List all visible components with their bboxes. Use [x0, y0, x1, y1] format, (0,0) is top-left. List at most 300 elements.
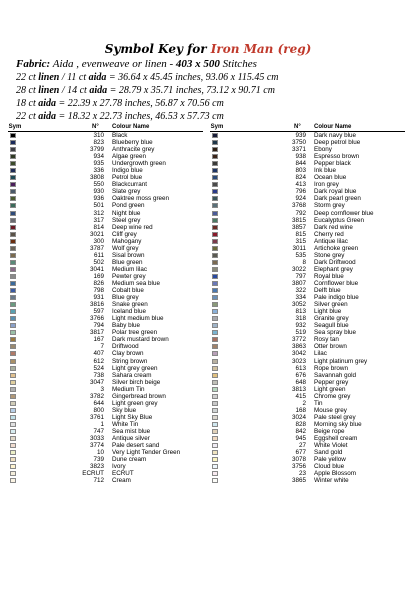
key-row [8, 386, 203, 393]
colour-name: Polar tree green [112, 329, 158, 337]
thread-number: 3857 [291, 223, 306, 231]
symbol-swatch [212, 239, 218, 244]
thread-number: 336 [93, 167, 104, 175]
symbol-swatch [10, 147, 16, 152]
key-row [8, 231, 203, 238]
thread-number: 3011 [292, 244, 306, 252]
key-row [210, 372, 405, 379]
colour-name: String brown [112, 357, 148, 365]
thread-number: 824 [295, 174, 306, 182]
thread-number: 8 [302, 258, 306, 266]
thread-number: 3772 [291, 336, 306, 344]
thread-number: 3033 [89, 435, 104, 443]
thread-number: 3041 [89, 265, 104, 273]
colour-name: Oaktree moss green [112, 195, 170, 203]
size-count: 22 ct [16, 72, 39, 83]
key-row [8, 343, 203, 350]
symbol-swatch [212, 366, 218, 371]
thread-number: 712 [93, 477, 104, 485]
key-row [8, 252, 203, 259]
colour-name: Dune cream [112, 456, 147, 464]
colour-name: Lilac [314, 350, 327, 358]
symbol-swatch [10, 464, 16, 469]
colour-name: Tin [314, 399, 323, 407]
colour-name: Light platinum grey [314, 357, 368, 365]
symbol-swatch [212, 344, 218, 349]
key-row [210, 210, 405, 217]
symbol-swatch [212, 133, 218, 138]
fabric-line [16, 58, 257, 70]
key-row [210, 456, 405, 463]
symbol-swatch [10, 387, 16, 392]
symbol-swatch [212, 203, 218, 208]
symbol-swatch [212, 422, 218, 427]
symbol-swatch [212, 246, 218, 251]
symbol-swatch [212, 253, 218, 258]
thread-number: 3761 [89, 413, 104, 421]
symbol-swatch [212, 408, 218, 413]
key-row [8, 266, 203, 273]
colour-name: Savannah gold [314, 371, 357, 379]
colour-name: Snake green [112, 301, 148, 309]
key-row [210, 463, 405, 470]
key-row [210, 217, 405, 224]
thread-number: 3 [100, 385, 104, 393]
header-number: N° [92, 124, 99, 130]
key-row [8, 245, 203, 252]
symbol-swatch [212, 464, 218, 469]
symbol-swatch [212, 309, 218, 314]
key-row [8, 463, 203, 470]
colour-name: Medium Tin [112, 385, 145, 393]
key-row [8, 146, 203, 153]
colour-name: Granite grey [314, 315, 349, 323]
thread-number: 3023 [291, 357, 306, 365]
colour-name: Dark navy blue [314, 132, 356, 139]
symbol-swatch [212, 351, 218, 356]
symbol-swatch [10, 366, 16, 371]
thread-number: 415 [295, 392, 306, 400]
thread-number: 10 [96, 449, 104, 457]
colour-name: Elephant grey [314, 265, 353, 273]
thread-number: 939 [295, 132, 306, 139]
thread-number: 3787 [89, 244, 104, 252]
header-colour-name: Colour Name [112, 124, 150, 130]
key-row [8, 350, 203, 357]
symbol-swatch [10, 302, 16, 307]
colour-name: Medium lilac [112, 265, 147, 273]
key-row [210, 132, 405, 139]
thread-number: 3863 [291, 343, 306, 351]
size-dimensions: = 22.39 x 27.78 inches, 56.87 x 70.56 cm [56, 98, 224, 109]
thread-number: 3823 [89, 463, 104, 471]
thread-number: 823 [93, 139, 104, 147]
key-row [210, 294, 405, 301]
key-row [210, 365, 405, 372]
key-row [210, 470, 405, 477]
symbol-swatch [212, 281, 218, 286]
title-prefix: Symbol Key for [104, 42, 211, 56]
thread-number: 826 [93, 279, 104, 287]
symbol-swatch [212, 260, 218, 265]
thread-number: 938 [295, 153, 306, 161]
thread-number: 550 [93, 181, 104, 189]
symbol-swatch [10, 309, 16, 314]
size-fabric: aida [38, 111, 56, 122]
symbol-swatch [212, 189, 218, 194]
colour-name: Pond green [112, 202, 145, 210]
colour-name: Blue green [112, 258, 143, 266]
colour-name: Pewter grey [112, 272, 146, 280]
key-row [210, 322, 405, 329]
colour-name: Delft blue [314, 287, 341, 295]
key-row [8, 393, 203, 400]
thread-number: 407 [93, 350, 104, 358]
colour-name: Silver green [314, 301, 348, 309]
thread-number: 3021 [89, 230, 104, 238]
symbol-swatch [212, 387, 218, 392]
symbol-swatch [10, 344, 16, 349]
colour-name: Ink blue [314, 167, 337, 175]
thread-number: 3816 [89, 301, 104, 309]
symbol-swatch [10, 196, 16, 201]
colour-name: Light Sky Blue [112, 413, 153, 421]
thread-number: 842 [295, 427, 306, 435]
key-row [8, 322, 203, 329]
symbol-swatch [10, 394, 16, 399]
colour-name: Baby blue [112, 322, 141, 330]
colour-name: Sea mist blue [112, 427, 151, 435]
colour-name: Beige rope [314, 427, 345, 435]
colour-name: Pepper grey [314, 378, 349, 386]
symbol-swatch [10, 429, 16, 434]
symbol-swatch [10, 260, 16, 265]
thread-number: 924 [295, 195, 306, 203]
symbol-swatch [10, 457, 16, 462]
colour-name: Rope brown [314, 364, 348, 372]
key-row [8, 414, 203, 421]
thread-number: 597 [93, 308, 104, 316]
symbol-swatch [10, 140, 16, 145]
symbol-swatch [212, 394, 218, 399]
thread-number: 169 [93, 272, 104, 280]
symbol-swatch [10, 330, 16, 335]
key-row [210, 301, 405, 308]
thread-number: 315 [295, 237, 306, 245]
symbol-swatch [10, 218, 16, 223]
key-row [210, 386, 405, 393]
colour-name: Royal blue [314, 272, 344, 280]
key-row [210, 174, 405, 181]
symbol-swatch [212, 429, 218, 434]
thread-number: 792 [295, 209, 306, 217]
key-row [8, 238, 203, 245]
thread-number: 611 [93, 251, 104, 259]
symbol-swatch [212, 196, 218, 201]
key-row [8, 195, 203, 202]
colour-name: Sisal brown [112, 251, 145, 259]
symbol-swatch [212, 161, 218, 166]
thread-number: 934 [93, 153, 104, 161]
thread-number: 613 [295, 364, 306, 372]
thread-number: 813 [295, 308, 306, 316]
size-dimensions: = 18.32 x 22.73 inches, 46.53 x 57.73 cm [56, 111, 224, 122]
thread-number: 3807 [291, 279, 306, 287]
symbol-swatch [10, 281, 16, 286]
key-row [8, 336, 203, 343]
colour-name: Mahogany [112, 237, 142, 245]
key-row [210, 414, 405, 421]
key-row [8, 224, 203, 231]
key-row [8, 294, 203, 301]
colour-name: Indigo blue [112, 167, 143, 175]
symbol-swatch [10, 316, 16, 321]
key-row [8, 400, 203, 407]
colour-name: Slate grey [112, 188, 141, 196]
size-line-2 [16, 85, 275, 97]
colour-name: Night blue [112, 209, 141, 217]
symbol-swatch [212, 140, 218, 145]
header-colour-name: Colour Name [314, 124, 352, 130]
size-fabric-2: aida [88, 72, 107, 83]
symbol-swatch [212, 274, 218, 279]
thread-number: 1 [100, 420, 104, 428]
key-row [8, 365, 203, 372]
key-row [8, 132, 203, 139]
thread-number: 3024 [291, 413, 306, 421]
symbol-swatch [212, 218, 218, 223]
key-row [210, 379, 405, 386]
key-row [8, 428, 203, 435]
key-row [8, 280, 203, 287]
key-row [8, 407, 203, 414]
symbol-swatch [10, 373, 16, 378]
symbol-swatch [212, 373, 218, 378]
key-row [210, 358, 405, 365]
key-row [210, 188, 405, 195]
colour-name: Light green grey [112, 399, 158, 407]
symbol-swatch [212, 267, 218, 272]
thread-number: 844 [295, 160, 306, 168]
symbol-swatch [212, 225, 218, 230]
size-count: 28 ct [16, 85, 39, 96]
thread-number: 318 [295, 315, 306, 323]
key-row [8, 315, 203, 322]
symbol-swatch [10, 443, 16, 448]
colour-name: Anthracite grey [112, 146, 155, 154]
thread-number: 3756 [291, 463, 306, 471]
colour-name: Deep cornflower blue [314, 209, 374, 217]
key-row [8, 358, 203, 365]
size-line-3 [16, 98, 224, 110]
colour-name: Deep wine red [112, 223, 153, 231]
colour-name: Dark royal blue [314, 188, 357, 196]
key-row [8, 329, 203, 336]
thread-number: 828 [295, 420, 306, 428]
key-row [210, 153, 405, 160]
symbol-swatch [212, 147, 218, 152]
thread-number: 3808 [89, 174, 104, 182]
symbol-swatch [212, 478, 218, 483]
fabric-label: Fabric: [16, 58, 51, 70]
colour-name: Sea spray blue [314, 329, 357, 337]
thread-number: 501 [93, 202, 104, 210]
symbol-swatch [10, 401, 16, 406]
thread-number: 3813 [291, 385, 306, 393]
symbol-swatch [10, 415, 16, 420]
thread-number: 798 [93, 287, 104, 295]
symbol-swatch [10, 133, 16, 138]
thread-number: 300 [93, 237, 104, 245]
symbol-swatch [10, 295, 16, 300]
thread-number: 3047 [89, 378, 104, 386]
symbol-swatch [212, 288, 218, 293]
colour-name: Dark mustard brown [112, 336, 169, 344]
symbol-swatch [212, 436, 218, 441]
colour-name: Storm grey [314, 202, 345, 210]
symbol-swatch [212, 330, 218, 335]
size-fabric: aida [38, 98, 56, 109]
symbol-swatch [212, 443, 218, 448]
thread-number: 317 [93, 216, 104, 224]
colour-name: Cloud blue [314, 463, 345, 471]
thread-number: 803 [295, 167, 306, 175]
symbol-swatch [10, 154, 16, 159]
symbol-swatch [10, 182, 16, 187]
colour-name: Eucalyptus Green [314, 216, 365, 224]
colour-name: Dark red wine [314, 223, 353, 231]
key-row [8, 217, 203, 224]
key-row [8, 139, 203, 146]
symbol-swatch [10, 246, 16, 251]
symbol-swatch [10, 380, 16, 385]
header-number: N° [294, 124, 301, 130]
symbol-swatch [10, 323, 16, 328]
colour-name: White Violet [314, 442, 348, 450]
symbol-swatch [10, 232, 16, 237]
thread-number: 3799 [89, 146, 104, 154]
size-dimensions: = 28.79 x 35.71 inches, 73.12 x 90.71 cm [107, 85, 275, 96]
colour-name: Antique silver [112, 435, 150, 443]
colour-name: Light blue [314, 308, 342, 316]
thread-number: 27 [298, 442, 306, 450]
key-row [210, 224, 405, 231]
key-row [8, 202, 203, 209]
symbol-swatch [10, 239, 16, 244]
symbol-swatch [212, 471, 218, 476]
key-row [210, 343, 405, 350]
colour-name: Morning sky blue [314, 420, 362, 428]
key-row [8, 174, 203, 181]
colour-name: Clay brown [112, 350, 144, 358]
thread-number: 519 [295, 329, 306, 337]
colour-name: Blackcurrant [112, 181, 147, 189]
thread-number: 739 [93, 456, 104, 464]
thread-number: 2 [302, 399, 306, 407]
colour-name: Seagull blue [314, 322, 349, 330]
colour-name: Ebony [314, 146, 332, 154]
thread-number: 3042 [291, 350, 306, 358]
key-row [210, 231, 405, 238]
key-rows-right [210, 132, 405, 484]
thread-number: 935 [93, 160, 104, 168]
key-row [210, 238, 405, 245]
key-row [210, 259, 405, 266]
thread-number: 168 [295, 406, 306, 414]
colour-name: Light grey green [112, 364, 158, 372]
thread-number: 3782 [89, 392, 104, 400]
symbol-swatch [212, 337, 218, 342]
thread-number: 931 [93, 294, 104, 302]
key-row [210, 245, 405, 252]
colour-name: Cream [112, 477, 131, 485]
size-fabric: linen [38, 72, 60, 83]
colour-name: Petrol blue [112, 174, 143, 182]
thread-number: 7 [100, 343, 104, 351]
thread-number: 3766 [89, 315, 104, 323]
symbol-swatch [10, 168, 16, 173]
symbol-swatch [212, 323, 218, 328]
key-row [210, 308, 405, 315]
colour-name: Ocean blue [314, 174, 347, 182]
size-count: 18 ct [16, 98, 39, 109]
symbol-swatch [10, 253, 16, 258]
header-sym: Sym [210, 124, 224, 130]
colour-name: Sand gold [314, 449, 343, 457]
thread-number: 3022 [291, 265, 306, 273]
key-row [210, 477, 405, 484]
colour-name: Iceland blue [112, 308, 146, 316]
key-row [8, 477, 203, 484]
thread-number: 3774 [89, 442, 104, 450]
colour-name: Light medium blue [112, 315, 164, 323]
key-row [210, 160, 405, 167]
key-rows-left [8, 132, 203, 484]
symbol-swatch [212, 182, 218, 187]
key-row [8, 456, 203, 463]
colour-name: Artichoke green [314, 244, 359, 252]
key-row [210, 202, 405, 209]
key-row [8, 210, 203, 217]
colour-name: Eggshell cream [314, 435, 358, 443]
colour-name: Ivory [112, 463, 126, 471]
colour-name: Iron grey [314, 181, 339, 189]
symbol-swatch [10, 161, 16, 166]
key-row [210, 139, 405, 146]
key-row [8, 308, 203, 315]
symbol-swatch [10, 408, 16, 413]
key-row [8, 160, 203, 167]
key-row [8, 421, 203, 428]
symbol-swatch [212, 380, 218, 385]
column-header [210, 124, 405, 132]
stitch-suffix: Stitches [219, 58, 257, 70]
colour-name: Sahara cream [112, 371, 152, 379]
thread-number: 796 [295, 188, 306, 196]
symbol-swatch [212, 154, 218, 159]
key-row [210, 315, 405, 322]
key-row [210, 442, 405, 449]
symbol-swatch [10, 225, 16, 230]
key-column-right [210, 124, 405, 484]
key-row [210, 181, 405, 188]
colour-name: Cliff grey [112, 230, 137, 238]
key-row [210, 280, 405, 287]
thread-number: 945 [295, 435, 306, 443]
colour-name: Wolf grey [112, 244, 139, 252]
thread-number: 334 [295, 294, 306, 302]
symbol-swatch [212, 316, 218, 321]
